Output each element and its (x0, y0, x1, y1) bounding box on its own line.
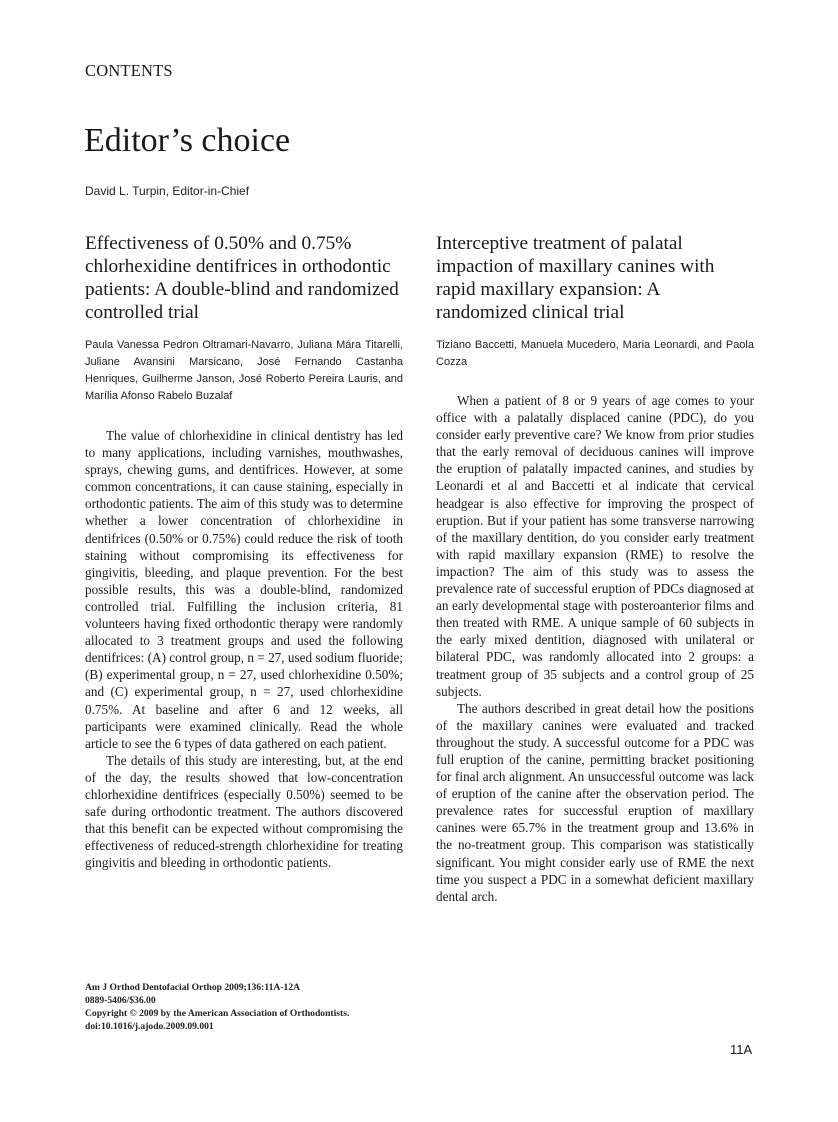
article-body (85, 427, 403, 871)
journal-citation: Am J Orthod Dentofacial Orthop 2009;136:11A-12A (85, 982, 301, 993)
article-title: Effectiveness of 0.50% and 0.75% chlorhexidine dentifrices in orthodontic patients: A double-blind and randomized controlled trial (85, 233, 399, 323)
byline: David L. Turpin, Editor-in-Chief (85, 184, 250, 198)
page-title: Editor’s choice (84, 122, 291, 159)
paragraph: The details of this study are interesting, but, at the end of the day, the results showed that low-concentration chlorhexidine dentifrices (especially 0.50%) seemed to be safe during orthodontic treatment. The authors discovered that this benefit can be expected without compromising the effectiveness of reduced-strength chlorhexidine for treating gingivitis and bleeding in orthodontic patients. (85, 752, 403, 871)
issn: 0889-5406/$36.00 (85, 995, 156, 1006)
citation-footer (85, 981, 349, 1033)
article-authors: Tiziano Baccetti, Manuela Mucedero, Maria Leonardi, and Paola Cozza (436, 339, 754, 368)
article-body (436, 392, 754, 905)
copyright: Copyright © 2009 by the American Association of Orthodontists. (85, 1008, 350, 1019)
paragraph: The value of chlorhexidine in clinical dentistry has led to many applications, including varnishes, mouthwashes, sprays, chewing gums, and dentifrices. However, at some common concentrations, it can cause staining, especially in orthodontic patients. The aim of this study was to determine whether a lower concentration of chlorhexidine in dentifrices (0.50% or 0.75%) could reduce the risk of tooth staining without compromising its effectiveness for gingivitis, bleeding, and plaque prevention. For the best possible results, this was a double-blind, randomized controlled trial. Fulfilling the inclusion criteria, 81 volunteers having fixed orthodontic therapy were randomly allocated to 3 treatment groups and used the following dentifrices: (A) control group, n = 27, used sodium fluoride; (B) experimental group, n = 27, used chlorhexidine 0.50%; and (C) experimental group, n = 27, used chlorhexidine 0.75%. At baseline and after 6 and 12 weeks, all participants were examined clinically. Read the whole article to see the 6 types of data gathered on each patient. (85, 428, 403, 751)
article-left (85, 232, 403, 871)
page-number: 11A (730, 1042, 753, 1057)
article-right (436, 232, 754, 905)
article-title: Interceptive treatment of palatal impaction of maxillary canines with rapid maxillary expansion: A randomized clinical trial (436, 233, 715, 323)
paragraph: When a patient of 8 or 9 years of age comes to your office with a palatally displaced canine (PDC), do you consider early preventive care? We know from prior studies that the early removal of deciduous canines will improve the eruption of palatally impacted canines, and studies by Leonardi et al and Baccetti et al indicate that cervical headgear is also effective for improving the prospect of eruption. But if your patient has some transverse narrowing of the maxillary dentition, do you consider early treatment with rapid maxillary expansion (RME) to resolve the impaction? The aim of this study was to assess the prevalence rate of successful eruption of PDCs diagnosed at an early developmental stage with posteroanterior films and then treated with RME. A unique sample of 60 subjects in the early mixed dentition, diagnosed with unilateral or bilateral PDC, was randomly allocated into 2 groups: a treatment group of 35 subjects and a control group of 25 subjects. (436, 393, 754, 699)
section-label: CONTENTS (85, 61, 173, 80)
doi: doi:10.1016/j.ajodo.2009.09.001 (85, 1021, 214, 1032)
paragraph: The authors described in great detail how the positions of the maxillary canines were evaluated and tracked throughout the study. A successful outcome for a PDC was full eruption of the canine, permitting bracket positioning for final arch alignment. An unsuccessful outcome was lack of eruption of the canine after the observation period. The prevalence rates for successful eruption of maxillary canines were 65.7% in the treatment group and 13.6% in the no-treatment group. This comparison was statistically significant. You might consider early use of RME the next time you suspect a PDC in a somewhat deficient maxillary dental arch. (436, 700, 754, 904)
article-authors: Paula Vanessa Pedron Oltramari-Navarro, Juliana Mára Titarelli, Juliane Avansini Marsicano, José Fernando Castanha Henriques, Guilherme Janson, José Roberto Pereira Lauris, and Marília Afonso Rabelo Buzalaf (85, 339, 403, 402)
